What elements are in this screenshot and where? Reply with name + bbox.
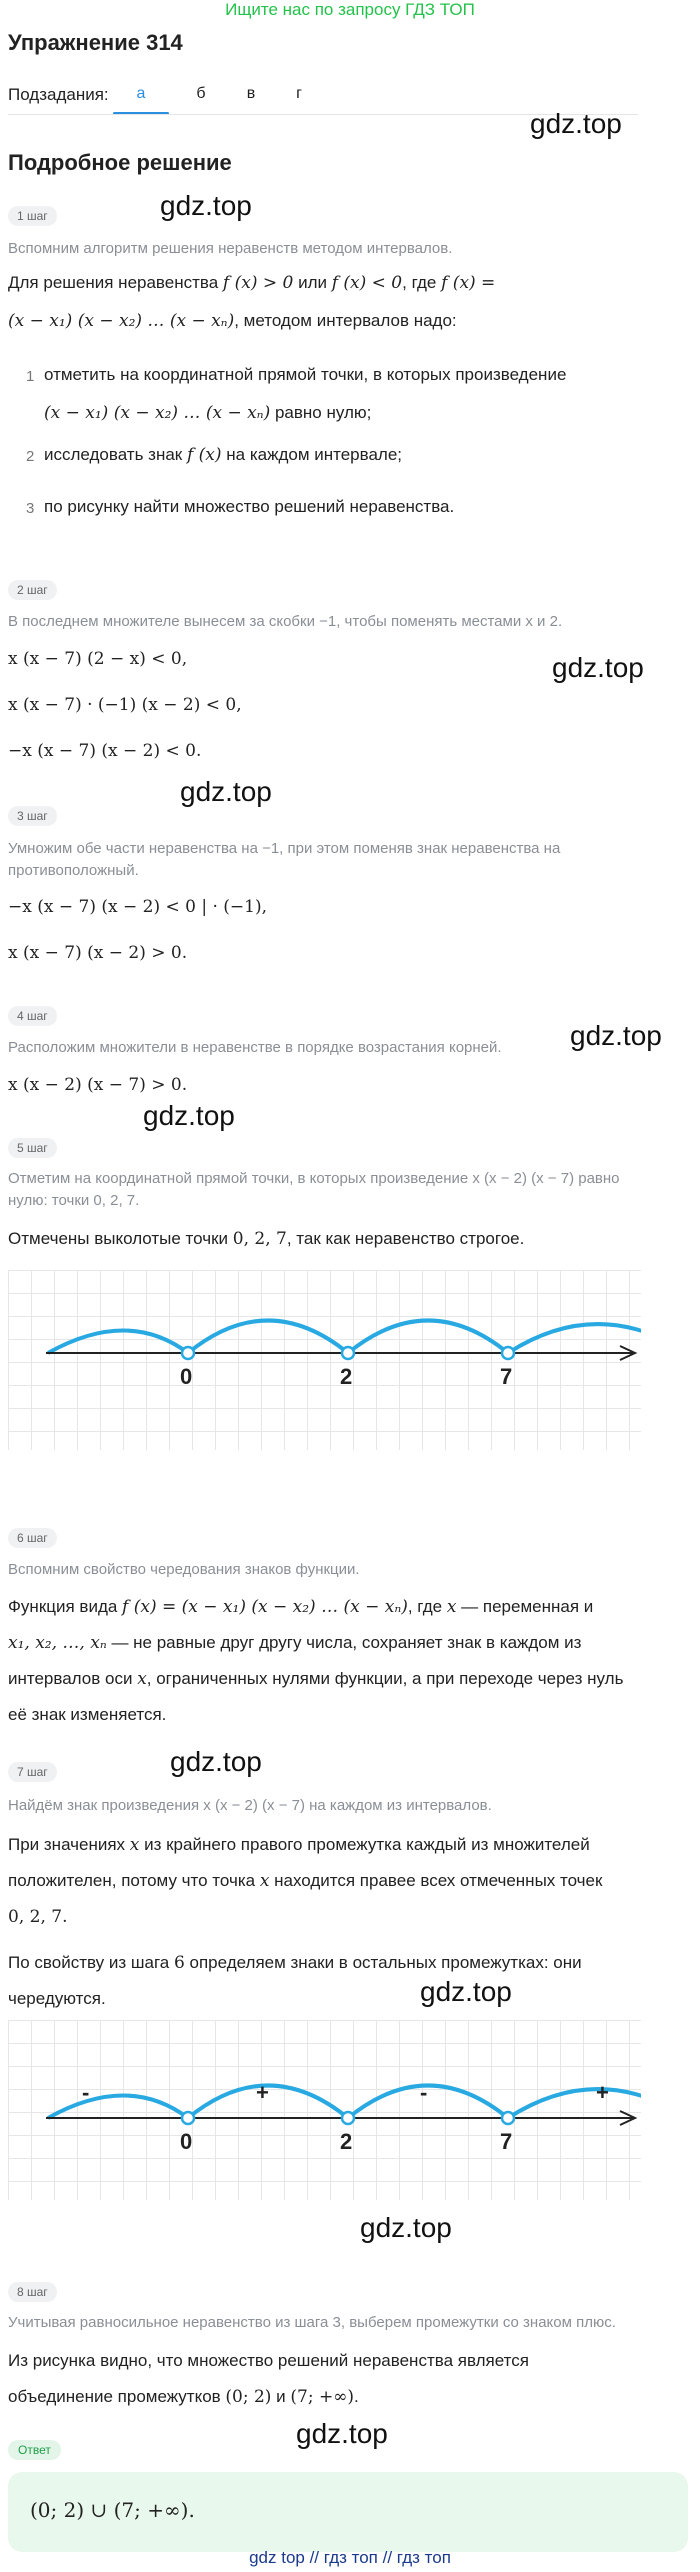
step-hint: Умножим обе части неравенства на −1, при этом поменяв знак неравенства на противоположный.	[8, 840, 561, 879]
point-label: 7	[500, 1364, 513, 1389]
step-badge: 2 шаг	[8, 580, 57, 600]
subtasks-label: Подзадания:	[8, 85, 109, 104]
step-text: положителен, потому что точка x находится правее всех отмеченных точек	[8, 1871, 603, 1891]
step-hint: Расположим множители в неравенстве в порядке возрастания корней.	[8, 1039, 502, 1056]
step-badge: 6 шаг	[8, 1528, 57, 1548]
watermark: gdz.top	[420, 1976, 512, 2007]
list-item: по рисунку найти множество решений неравенства.	[44, 497, 455, 516]
tab-v[interactable]: в	[246, 85, 256, 102]
step-hint: Вспомним алгоритм решения неравенств методом интервалов.	[8, 240, 453, 257]
point-label: 2	[340, 1364, 353, 1389]
tab-a[interactable]: а	[136, 85, 146, 102]
list-number: 3	[26, 500, 35, 517]
step-badge: 4 шаг	[8, 1006, 57, 1026]
section-title: Подробное решение	[8, 150, 232, 175]
number-line-figure-1	[8, 1270, 641, 1450]
step-text: Отмечены выколотые точки 0, 2, 7, так как неравенство строгое.	[8, 1229, 525, 1249]
step-text: Для решения неравенства f (x) > 0 или f (x) < 0, где f (x) =	[8, 273, 496, 293]
answer-box	[8, 2472, 688, 2552]
formula-line: x (x − 7) · (−1) (x − 2) < 0,	[8, 695, 242, 715]
step-text: По свойству из шага 6 определяем знаки в остальных промежутках: они	[8, 1953, 582, 1973]
watermark: gdz.top	[143, 1100, 235, 1131]
watermark: gdz.top	[180, 776, 272, 807]
step-text: её знак изменяется.	[8, 1705, 167, 1724]
tab-g[interactable]: г	[296, 85, 302, 102]
formula-line: x (x − 7) (x − 2) > 0.	[8, 943, 188, 963]
watermark: gdz.top	[530, 108, 622, 139]
step-text: Функция вида f (x) = (x − x₁) (x − x₂) … (x − xₙ), где x — переменная и	[8, 1597, 594, 1617]
page-title: Упражнение 314	[8, 30, 183, 55]
search-banner: Ищите нас по запросу ГДЗ ТОП	[225, 0, 475, 19]
step-text: Из рисунка видно, что множество решений неравенства является	[8, 2351, 529, 2370]
list-item: отметить на координатной прямой точки, в которых произведение	[44, 365, 567, 384]
step-text: объединение промежутков (0; 2) и (7; +∞).	[8, 2387, 359, 2407]
point-label: 0	[180, 1364, 193, 1389]
sign-label: +	[256, 2080, 269, 2105]
step-hint: Найдём знак произведения x (x − 2) (x − 7) на каждом из интервалов.	[8, 1797, 492, 1814]
point-label: 2	[340, 2129, 353, 2154]
answer-label: Ответ	[8, 2440, 61, 2460]
step-text: 0, 2, 7.	[8, 1907, 68, 1927]
formula-line: −x (x − 7) (x − 2) < 0.	[8, 741, 202, 761]
step-hint: В последнем множителе вынесем за скобки −1, чтобы поменять местами x и 2.	[8, 613, 563, 630]
list-item: исследовать знак f (x) на каждом интервале;	[44, 445, 403, 465]
watermark: gdz.top	[360, 2212, 452, 2243]
watermark: gdz.top	[552, 652, 644, 683]
step-badge: 8 шаг	[8, 2282, 57, 2302]
step-hint: Отметим на координатной прямой точки, в которых произведение x (x − 2) (x − 7) равно нулю: точки 0, 2, 7.	[8, 1170, 620, 1209]
list-number: 1	[26, 368, 35, 385]
list-number: 2	[26, 448, 35, 465]
sign-label: +	[596, 2080, 609, 2105]
step-text: x₁, x₂, …, xₙ — не равные друг другу числа, сохраняет знак в каждом из	[8, 1633, 582, 1653]
sign-label: -	[82, 2080, 90, 2105]
step-badge: 3 шаг	[8, 806, 57, 826]
watermark: gdz.top	[296, 2418, 388, 2449]
step-hint: Учитывая равносильное неравенство из шага 3, выберем промежутки со знаком плюс.	[8, 2314, 616, 2331]
formula-line: −x (x − 7) (x − 2) < 0 | · (−1),	[8, 897, 268, 917]
formula-line: x (x − 7) (2 − x) < 0,	[8, 649, 188, 669]
step-text: интервалов оси x, ограниченных нулями функции, а при переходе через нуль	[8, 1669, 624, 1689]
formula-line: x (x − 2) (x − 7) > 0.	[8, 1075, 188, 1095]
number-line-figure-2	[8, 2020, 641, 2200]
footer-links[interactable]: gdz top // гдз топ // гдз топ	[249, 2548, 451, 2567]
step-badge: 1 шаг	[8, 206, 57, 226]
point-label: 7	[500, 2129, 513, 2154]
watermark: gdz.top	[170, 1746, 262, 1777]
point-label: 0	[180, 2129, 193, 2154]
tab-b[interactable]: б	[196, 85, 206, 102]
watermark: gdz.top	[570, 1020, 662, 1051]
list-item: (x − x₁) (x − x₂) … (x − xₙ) равно нулю;	[44, 403, 372, 423]
step-text: При значениях x из крайнего правого промежутка каждый из множителей	[8, 1835, 590, 1855]
step-badge: 7 шаг	[8, 1762, 57, 1782]
answer-value: (0; 2) ∪ (7; +∞).	[30, 2498, 195, 2522]
step-text: чередуются.	[8, 1989, 106, 2008]
watermark: gdz.top	[160, 190, 252, 221]
step-hint: Вспомним свойство чередования знаков функции.	[8, 1561, 360, 1578]
step-badge: 5 шаг	[8, 1138, 57, 1158]
sign-label: -	[420, 2080, 428, 2105]
step-text: (x − x₁) (x − x₂) … (x − xₙ), методом интервалов надо:	[8, 311, 457, 331]
